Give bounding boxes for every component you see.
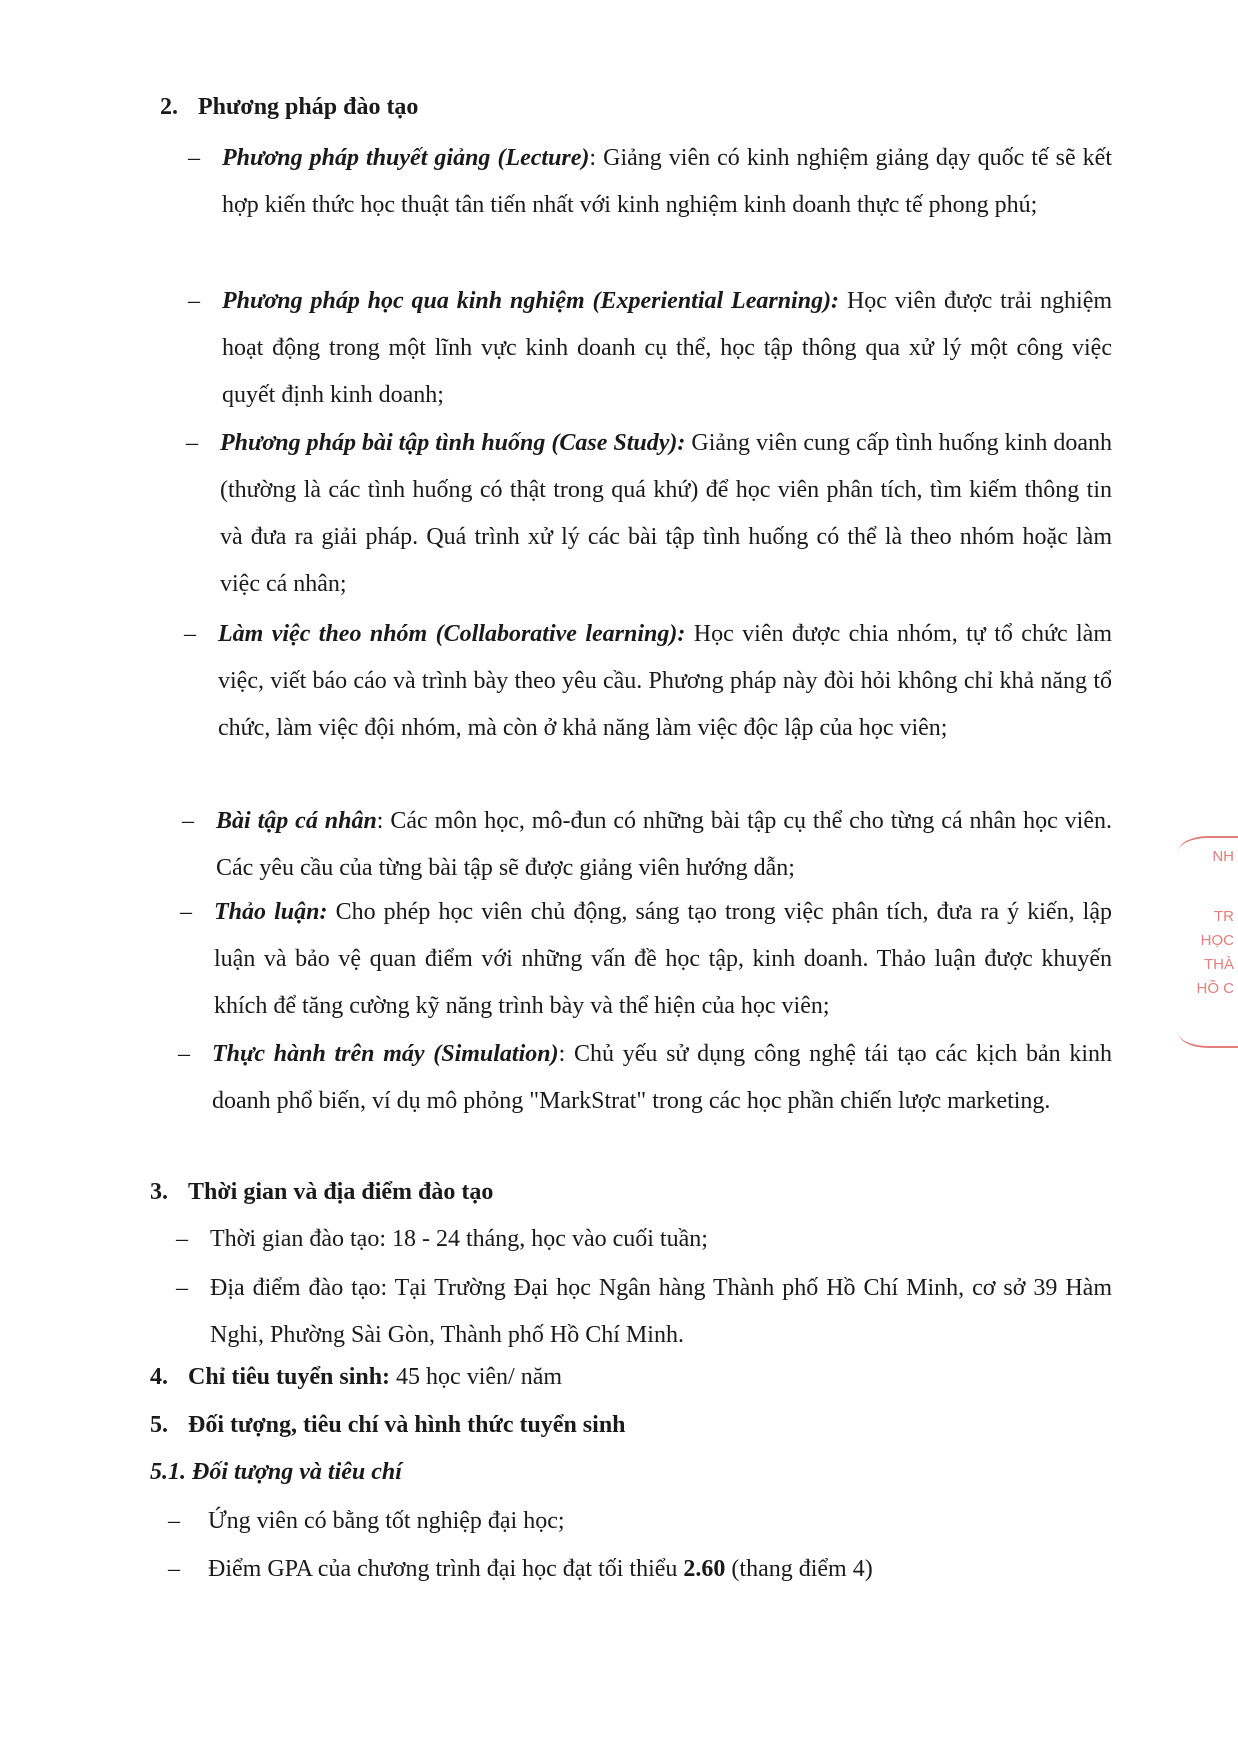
section-number: 2.	[160, 94, 178, 120]
item-text: Ứng viên có bằng tốt nghiệp đại học;	[208, 1508, 565, 1534]
criteria-item-gpa: – Điểm GPA của chương trình đại học đạt tối thiểu 2.60 (thang điểm 4)	[168, 1556, 873, 1582]
stamp-text: TR	[1214, 908, 1234, 925]
item-text: Chủ yếu sử dụng công nghệ tái tạo các kịch bản kinh doanh phổ biến, ví dụ mô phỏng "MarkStrat" trong các học phần chiến lược marketing.	[212, 1041, 1113, 1114]
method-item-simulation: – Thực hành trên máy (Simulation): Chủ yếu sử dụng công nghệ tái tạo các kịch bản kinh doanh phổ biến, ví dụ mô phỏng "MarkStrat" trong các học phần chiến lược marketing.	[178, 1041, 1113, 1114]
schedule-item-location: – Địa điểm đào tạo: Tại Trường Đại học Ngân hàng Thành phố Hồ Chí Minh, cơ sở 39 Hàm Nghi, Phường Sài Gòn, Thành phố Hồ Chí Minh.	[176, 1275, 1112, 1348]
item-title: Làm việc theo nhóm (Collaborative learning):	[218, 621, 686, 647]
item-title: Thảo luận:	[214, 899, 328, 925]
item-text: Các môn học, mô-đun có những bài tập cụ thể cho từng cá nhân học viên. Các yêu cầu của từng bài tập sẽ được giảng viên hướng dẫn;	[216, 808, 1112, 881]
subsection-5-1-heading: 5.1. Đối tượng và tiêu chí	[150, 1459, 402, 1485]
official-stamp-fragment	[1178, 836, 1238, 1046]
quota-value: 45 học viên/ năm	[390, 1364, 563, 1390]
section-title: Thời gian và địa điểm đào tạo	[188, 1179, 494, 1205]
section-number: 5.	[150, 1412, 168, 1438]
section-title: Đối tượng, tiêu chí và hình thức tuyển sinh	[188, 1412, 626, 1438]
item-text: Thời gian đào tạo: 18 - 24 tháng, học vào cuối tuần;	[210, 1226, 708, 1252]
stamp-text: HỒ C	[1196, 980, 1234, 997]
section-4-line	[150, 1362, 562, 1392]
section-2-heading	[160, 92, 418, 122]
item-text: Học viên được chia nhóm, tự tổ chức làm việc, viết báo cáo và trình bày theo yêu cầu. Phương pháp này đòi hỏi không chỉ khả năng tổ chức, làm việc đội nhóm, mà còn ở khả năng làm việc độc lập của học viên;	[218, 621, 1112, 741]
item-text: Cho phép học viên chủ động, sáng tạo trong việc phân tích, đưa ra ý kiến, lập luận và bảo vệ quan điểm với những vấn đề học tập, kinh doanh. Thảo luận được khuyến khích để tăng cường kỹ năng trình bày và thể hiện của học viên;	[214, 899, 1112, 1019]
method-item-collaborative: – Làm việc theo nhóm (Collaborative learning): Học viên được chia nhóm, tự tổ chức làm việc, viết báo cáo và trình bày theo yêu cầu. Phương pháp này đòi hỏi không chỉ khả năng tổ chức, làm việc đội nhóm, mà còn ở khả năng làm việc độc lập của học viên;	[184, 621, 1112, 741]
item-text: Địa điểm đào tạo: Tại Trường Đại học Ngân hàng Thành phố Hồ Chí Minh, cơ sở 39 Hàm Nghi, Phường Sài Gòn, Thành phố Hồ Chí Minh.	[210, 1275, 1112, 1348]
method-item-experiential: – Phương pháp học qua kinh nghiệm (Experiential Learning): Học viên được trải nghiệm hoạt động trong một lĩnh vực kinh doanh cụ thể, học tập thông qua xử lý một công việc quyết định kinh doanh;	[188, 288, 1113, 408]
item-title: Phương pháp thuyết giảng (Lecture)	[222, 145, 590, 171]
section-title: Phương pháp đào tạo	[198, 94, 419, 120]
quota-label: Chỉ tiêu tuyển sinh:	[188, 1364, 391, 1390]
section-5-heading	[150, 1410, 626, 1440]
item-text: Giảng viên có kinh nghiệm giảng dạy quốc tế sẽ kết hợp kiến thức học thuật tân tiến nhất với kinh nghiệm kinh doanh thực tế phong phú;	[222, 145, 1112, 218]
method-item-individual: – Bài tập cá nhân: Các môn học, mô-đun có những bài tập cụ thể cho từng cá nhân học viên. Các yêu cầu của từng bài tập sẽ được giảng viên hướng dẫn;	[182, 808, 1112, 881]
method-item-case-study: – Phương pháp bài tập tình huống (Case Study): Giảng viên cung cấp tình huống kinh doanh (thường là các tình huống có thật trong quá khứ) để học viên phân tích, tìm kiếm thông tin và đưa ra giải pháp. Quá trình xử lý các bài tập tình huống có thể là theo nhóm hoặc làm việc cá nhân;	[186, 430, 1113, 597]
item-text: Giảng viên cung cấp tình huống kinh doanh (thường là các tình huống có thật trong quá khứ) để học viên phân tích, tìm kiếm thông tin và đưa ra giải pháp. Quá trình xử lý các bài tập tình huống có thể là theo nhóm hoặc làm việc cá nhân;	[220, 430, 1113, 597]
item-title: Phương pháp học qua kinh nghiệm (Experiential Learning):	[222, 288, 840, 314]
method-item-discussion: – Thảo luận: Cho phép học viên chủ động, sáng tạo trong việc phân tích, đưa ra ý kiến, lập luận và bảo vệ quan điểm với những vấn đề học tập, kinh doanh. Thảo luận được khuyến khích để tăng cường kỹ năng trình bày và thể hiện của học viên;	[180, 899, 1112, 1019]
item-text: Học viên được trải nghiệm hoạt động trong một lĩnh vực kinh doanh cụ thể, học tập thông qua xử lý một công việc quyết định kinh doanh;	[222, 288, 1113, 408]
section-number: 3.	[150, 1179, 168, 1205]
gpa-value: 2.60	[683, 1556, 726, 1582]
section-number: 4.	[150, 1364, 168, 1390]
stamp-text: HỌC	[1200, 932, 1234, 949]
stamp-text: THÀ	[1204, 956, 1234, 973]
item-title: Thực hành trên máy (Simulation)	[212, 1041, 559, 1067]
item-title: Phương pháp bài tập tình huống (Case Study):	[220, 430, 686, 456]
section-3-heading	[150, 1177, 493, 1207]
criteria-item-degree: – Ứng viên có bằng tốt nghiệp đại học;	[168, 1508, 565, 1534]
method-item-lecture: – Phương pháp thuyết giảng (Lecture): Giảng viên có kinh nghiệm giảng dạy quốc tế sẽ kết hợp kiến thức học thuật tân tiến nhất với kinh nghiệm kinh doanh thực tế phong phú;	[188, 145, 1112, 218]
item-title: Bài tập cá nhân	[216, 808, 377, 834]
stamp-text: NH	[1212, 848, 1234, 865]
schedule-item-duration: – Thời gian đào tạo: 18 - 24 tháng, học vào cuối tuần;	[176, 1226, 708, 1252]
